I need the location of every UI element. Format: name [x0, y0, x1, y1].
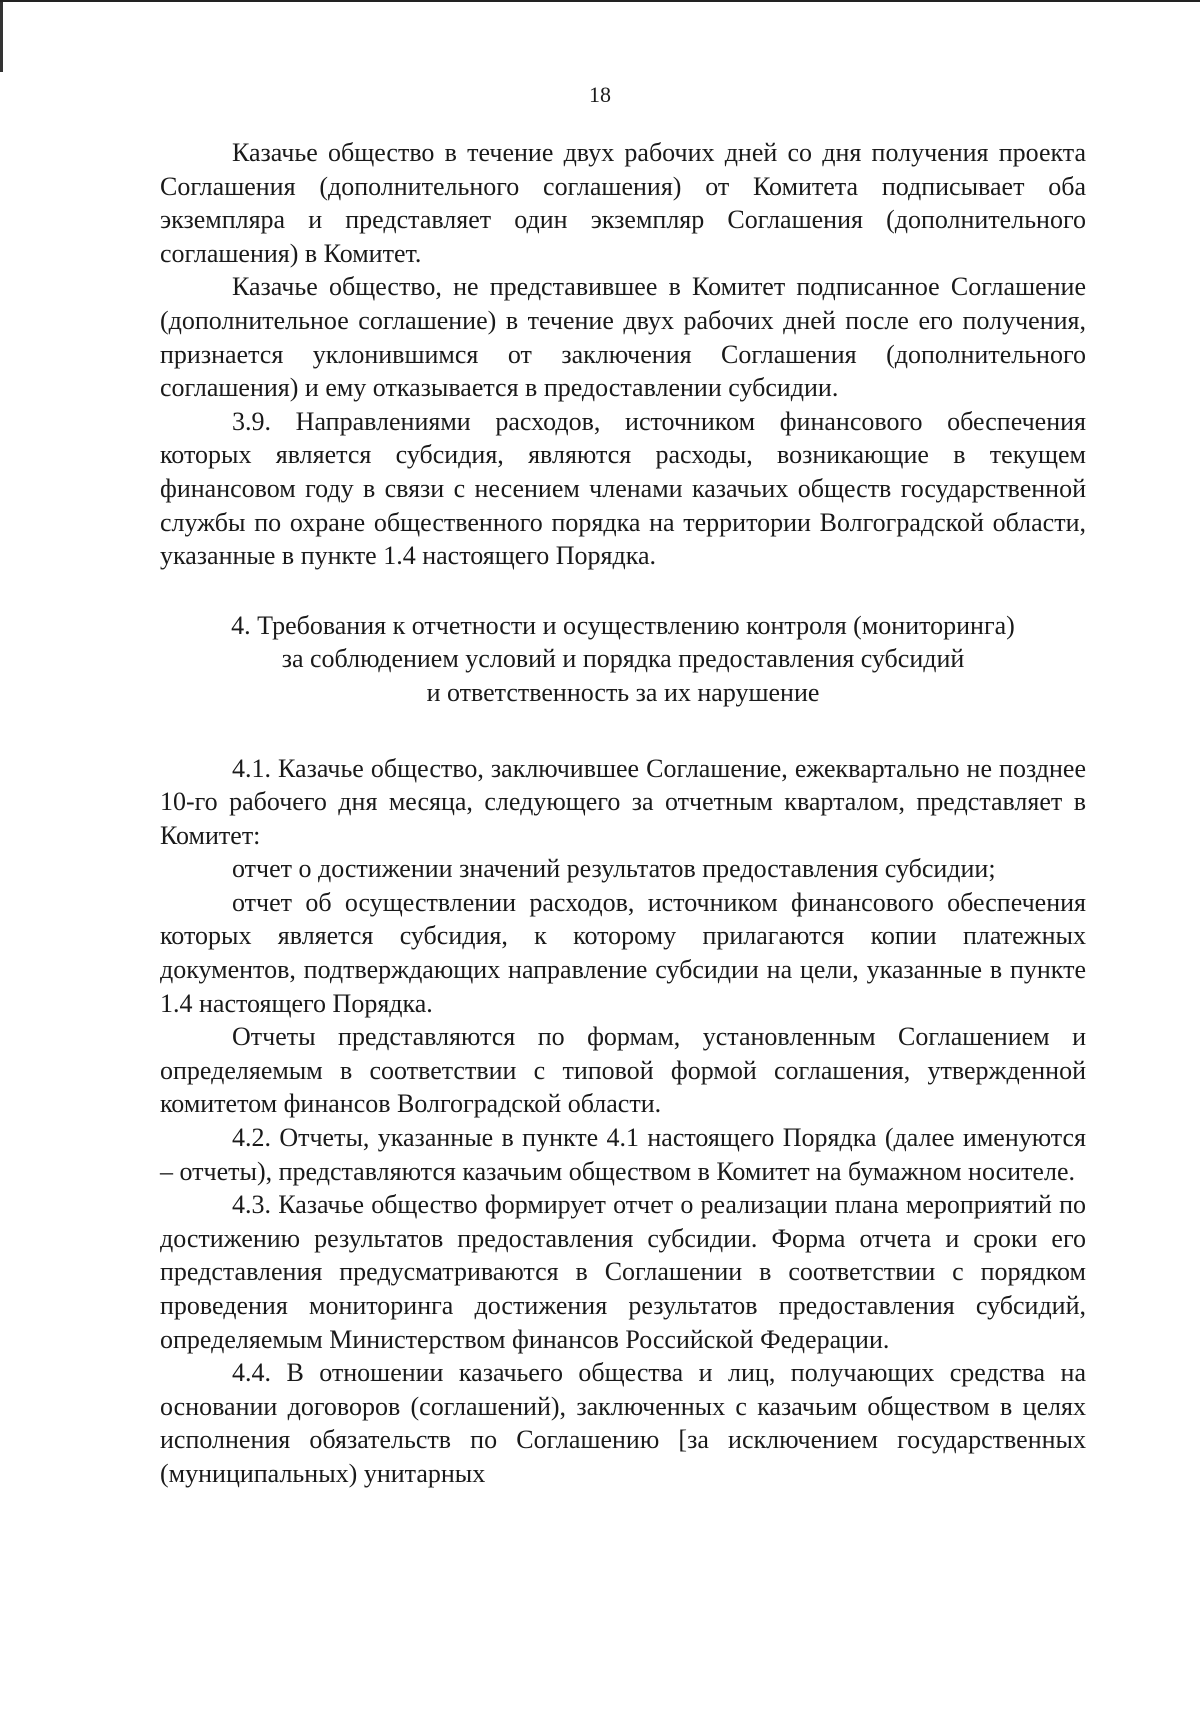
section-heading-line: 4. Требования к отчетности и осуществлению контроля (мониторинга) — [231, 610, 1015, 640]
page-number: 18 — [589, 82, 611, 107]
paragraph: отчет об осуществлении расходов, источником финансового обеспечения которых является субсидия, к которому прилагаются копии платежных документов, подтверждающих направление субсидии на цели, указанные в пункте 1.4 настоящего Порядка. — [160, 887, 1086, 1018]
paragraph: Казачье общество в течение двух рабочих дней со дня получения проекта Соглашения (дополнительного соглашения) от Комитета подписывает оба экземпляра и представляет один экземпляр Соглашения (дополнительного соглашения) в Комитет. — [160, 138, 1086, 268]
paragraph: 3.9. Направлениями расходов, источником финансового обеспечения которых является субсидия, являются расходы, возникающие в текущем финансовом году в связи с несением членами казачьих обществ государственной службы по охране общественного порядка на территории Волгоградской области, указанные в пункте 1.4 настоящего Порядка. — [160, 406, 1086, 571]
paragraph: 4.1. Казачье общество, заключившее Соглашение, ежеквартально не позднее 10-го рабочего дня месяца, следующего за отчетным кварталом, представляет в Комитет: — [160, 753, 1086, 850]
scan-edge-mark — [0, 2, 3, 72]
paragraph: 4.2. Отчеты, указанные в пункте 4.1 настоящего Порядка (далее именуются – отчеты), представляются казачьим обществом в Комитет на бумажном носителе. — [160, 1123, 1086, 1186]
document-body — [160, 136, 1086, 1491]
section-heading-line: за соблюдением условий и порядка предоставления субсидий — [281, 644, 965, 674]
paragraph: отчет о достижении значений результатов предоставления субсидии; — [232, 854, 996, 884]
paragraph: 4.3. Казачье общество формирует отчет о реализации плана мероприятий по достижению результатов предоставления субсидии. Форма отчета и сроки его представления предусматриваются в Соглашении в соответствии с порядком проведения мониторинга достижения результатов предоставления субсидий, определяемым Министерством финансов Российской Федерации. — [160, 1190, 1086, 1354]
section-heading — [160, 609, 1086, 710]
paragraph: Казачье общество, не представившее в Комитет подписанное Соглашение (дополнительное соглашение) в течение двух рабочих дней после его получения, признается уклонившимся от заключения Соглашения (дополнительного соглашения) и ему отказывается в предоставлении субсидии. — [160, 272, 1086, 403]
paragraph: Отчеты представляются по формам, установленным Соглашением и определяемым в соответствии с типовой формой соглашения, утвержденной комитетом финансов Волгоградской области. — [160, 1022, 1086, 1119]
section-heading-line: и ответственность за их нарушение — [426, 677, 820, 707]
paragraph: 4.4. В отношении казачьего общества и лиц, получающих средства на основании договоров (соглашений), заключенных с казачьим обществом в целях исполнения обязательств по Соглашению [за исключением государственных (муниципальных) унитарных — [160, 1358, 1086, 1488]
